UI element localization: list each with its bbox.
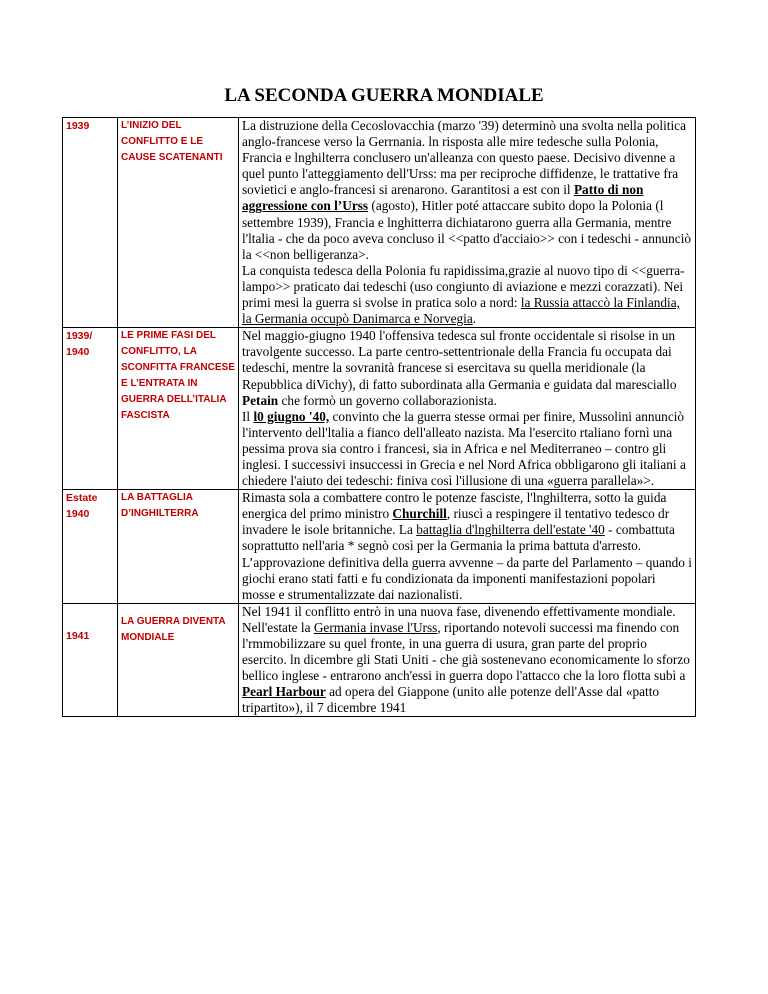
highlight-text: l0 giugno '40,: [253, 408, 330, 424]
year-cell: [63, 603, 118, 717]
text-run: Nel 1941 il conflitto entrò in una nuova fase, divenendo effettivamente mondiale. Nell'estate la: [242, 603, 676, 635]
text-run: Rimasta sola a combattere contro le potenze fasciste, l'lnghilterra, sotto la guida energica del primo ministro: [242, 490, 667, 522]
description-cell: [239, 118, 696, 328]
topic-cell: LA BATTAGLIA D’INGHILTERRA: [118, 490, 239, 604]
highlight-text: Pearl Harbour: [242, 684, 326, 700]
text-run: Il: [242, 408, 254, 424]
topic-label: LA GUERRA DIVENTA MONDIALE: [121, 615, 226, 643]
underlined-text: Germania invase l'Urss: [313, 619, 438, 635]
table-row: [63, 490, 696, 604]
text-run: convinto che la guerra stesse ormai per finire, Mussolini annunciò l'intervento dell'ltalia a fianco dell'alleato nazista. Ma l'esercito rtaliano fornì una pessima prova sia contro i francesi, sia in Africa e nel Mediterraneo – contro gli inglesi. I successivi insuccessi in Grecia e nel Nord Africa obbligarono gli italiani a chiedere l'aiuto dei tedeschi: finiva così l'illusione di una «guerra parallela»>.: [242, 408, 686, 489]
table-row: [63, 118, 696, 328]
description-cell: [239, 328, 696, 490]
text-run: ad opera del Giappone (unito alle potenze dell'Asse dal «patto tripartito»), il 7 dicembre 1941: [242, 684, 660, 716]
topic-cell: [118, 603, 239, 717]
text-run: .: [472, 311, 477, 327]
text-run: , riuscì a respingere il tentativo tedesco dr invadere le isole britanniche. La: [242, 506, 670, 538]
year-label: 1941: [66, 629, 90, 642]
underlined-text: la Russia attaccò la Finlandia, la Germania occupò Danimarca e Norvegia: [242, 295, 680, 327]
highlight-text: Churchill: [392, 506, 447, 522]
underlined-text: battaglia d'lnghilterra dell'estate '40: [416, 522, 605, 538]
year-cell: 1939/ 1940: [63, 328, 118, 490]
highlight-text: Petain: [242, 392, 279, 408]
table-row: [63, 328, 696, 490]
topic-cell: L’INIZIO DEL CONFLITTO E LE CAUSE SCATENANTI: [118, 118, 239, 328]
year-cell: Estate 1940: [63, 490, 118, 604]
text-run: La distruzione della Cecoslovacchia (marzo '39) determinò una svolta nella politica anglo-francese verso la Gerrnania. ln risposta alle mire tedesche sulla Polonia, Francia e lnghilterra conclusero un'alleanza con questo paese. Decisivo divenne a quel punto l'atteggiamento dell'Urss: ma per reciproche diffidenze, le trattative fra sovietici e anglo-francesi si arenarono. Garantitosi a est con il: [242, 118, 686, 198]
description-cell: [239, 603, 696, 717]
text-run: Nel maggio-giugno 1940 l'offensiva tedesca sul fronte occidentale si risolse in un travolgente successo. La parte centro-settentrionale della Francia fu occupata dai tedeschi, mentre la sovranità francese si esercitava su quella meridionale (la Repubblica diVichy), di fatto subordinata alla Germania e guidata dal maresciallo: [242, 328, 677, 392]
year-cell: 1939: [63, 118, 118, 328]
text-run: , riportando notevoli successi ma finendo con l'rmmobilizzare su quel fronte, in una guerra di usura, gran parte del proprio esercito. ln dicembre gli Stati Uniti - che già sostenevano economicamente lo sforzo bellico inglese - entrarono anch'essi in guerra dopo l'attacco che la loro flotta subì a: [242, 619, 690, 684]
text-run: La conquista tedesca della Polonia fu rapidissima,grazie al nuovo tipo di <<guerra-lampo>> praticato dai tedeschi (uso congiunto di aviazione e mezzi corazzati). Nei primi mesi la guerra si svolse in pratica solo a nord:: [242, 262, 685, 311]
text-run: (agosto), Hitler poté attaccare subito dopo la Polonia (l settembre 1939), Francia e lnghitterra dichiatarono guerra alla Germania, mentre l'ltalia - che da poco aveva concluso il <<patto d'acciaio>> con i tedeschi - annunciò la <<non belligeranza>.: [242, 198, 692, 262]
topic-cell: LE PRIME FASI DEL CONFLITTO, LA SCONFITTA FRANCESE E L’ENTRATA IN GUERRA DELL’ITALIA FASCISTA: [118, 328, 239, 490]
table-row: [63, 603, 696, 717]
document-title: LA SECONDA GUERRA MONDIALE: [224, 85, 544, 106]
timeline-table: [62, 117, 696, 717]
description-cell: [239, 490, 696, 604]
text-run: - combattuta soprattutto nell'aria * segnò così per la Germania la prima battuta d'arresto. L’approvazione definitiva della guerra avvenne – da parte del Parlamento – quando i giochi erano stati fatti e fu condizionata da imponenti manifestazioni popolari mosse e strumentalizzate dai nazionalisti.: [242, 522, 692, 602]
text-run: che formò un governo collaborazionista.: [278, 392, 497, 408]
highlight-text: Patto di non aggressione con l’Urss: [242, 182, 644, 214]
